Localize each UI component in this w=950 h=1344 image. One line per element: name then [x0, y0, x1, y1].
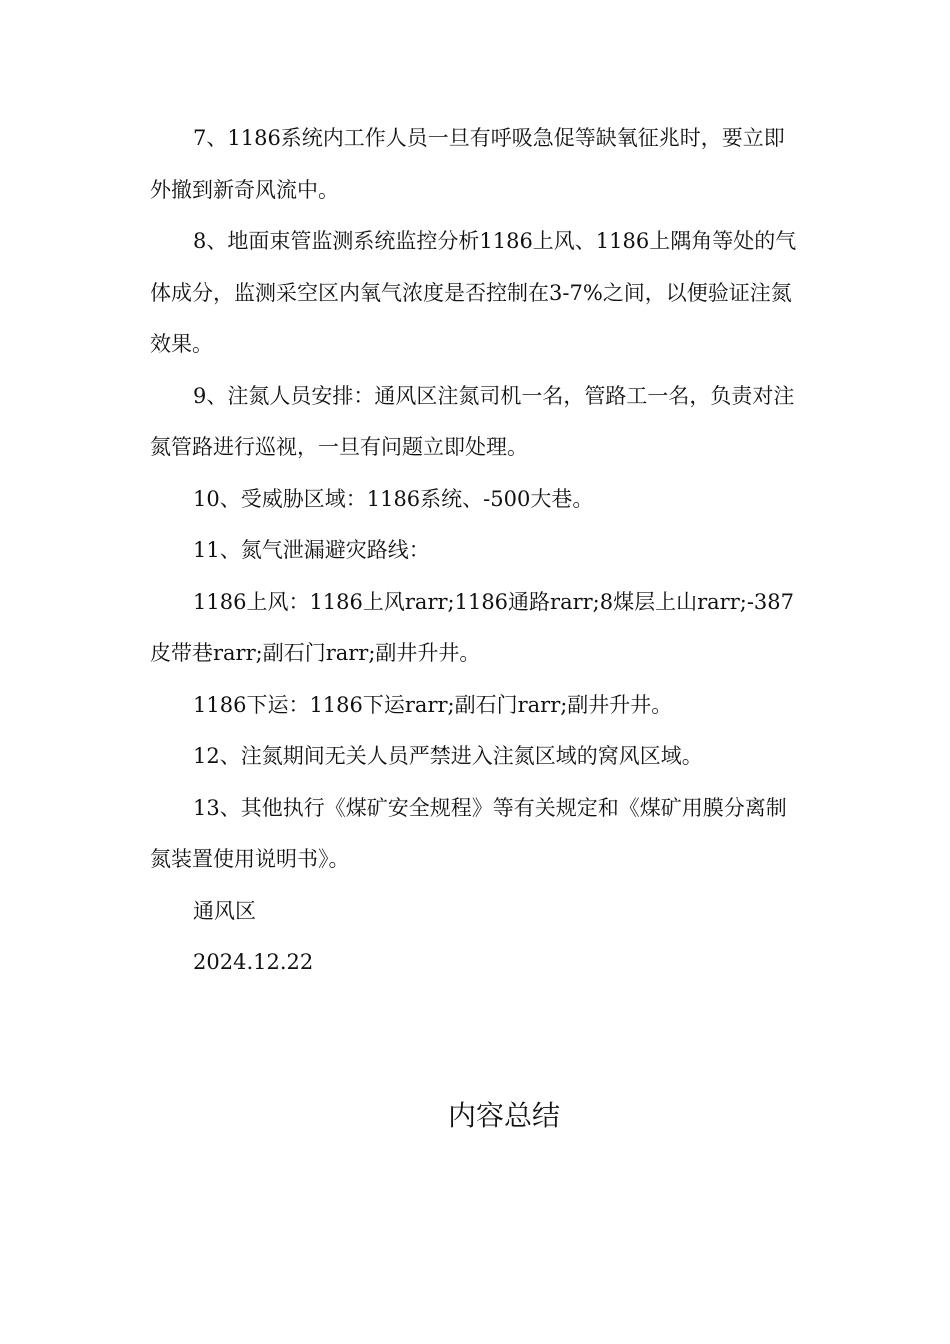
paragraph-item-12: 12、注氮期间无关人员严禁进入注氮区域的窝风区域。	[193, 744, 703, 768]
summary-title: 内容总结	[447, 1099, 560, 1132]
evacuation-route-lower: 1186下运：1186下运rarr;副石门rarr;副井升井。	[193, 692, 673, 717]
document-body	[150, 113, 802, 989]
paragraph-item-10: 10、受威胁区域：1186系统、-500大巷。	[193, 486, 594, 511]
paragraph-item-9: 9、注氮人员安排：通风区注氮司机一名，管路工一名，负责对注氮管路进行巡视，一旦有问题立即处理。	[150, 383, 795, 459]
evacuation-route-upper: 1186上风：1186上风rarr;1186通路rarr;8煤层上山rarr;-387皮带巷rarr;副石门rarr;副井升井。	[150, 589, 795, 665]
paragraph-item-7: 7、1186系统内工作人员一旦有呼吸急促等缺氧征兆时，要立即外撤到新奇风流中。	[150, 126, 785, 202]
paragraph-item-11: 11、氮气泄漏避灾路线：	[193, 538, 430, 562]
paragraph-item-13: 13、其他执行《煤矿安全规程》等有关规定和《煤矿用膜分离制氮装置使用说明书》。	[150, 795, 787, 871]
paragraph-item-8: 8、地面束管监测系统监控分析1186上风、1186上隅角等处的气体成分，监测采空区内氧气浓度是否控制在3-7%之间，以便验证注氮效果。	[150, 229, 797, 356]
document-date: 2024.12.22	[193, 950, 314, 974]
department-signature: 通风区	[193, 898, 256, 923]
